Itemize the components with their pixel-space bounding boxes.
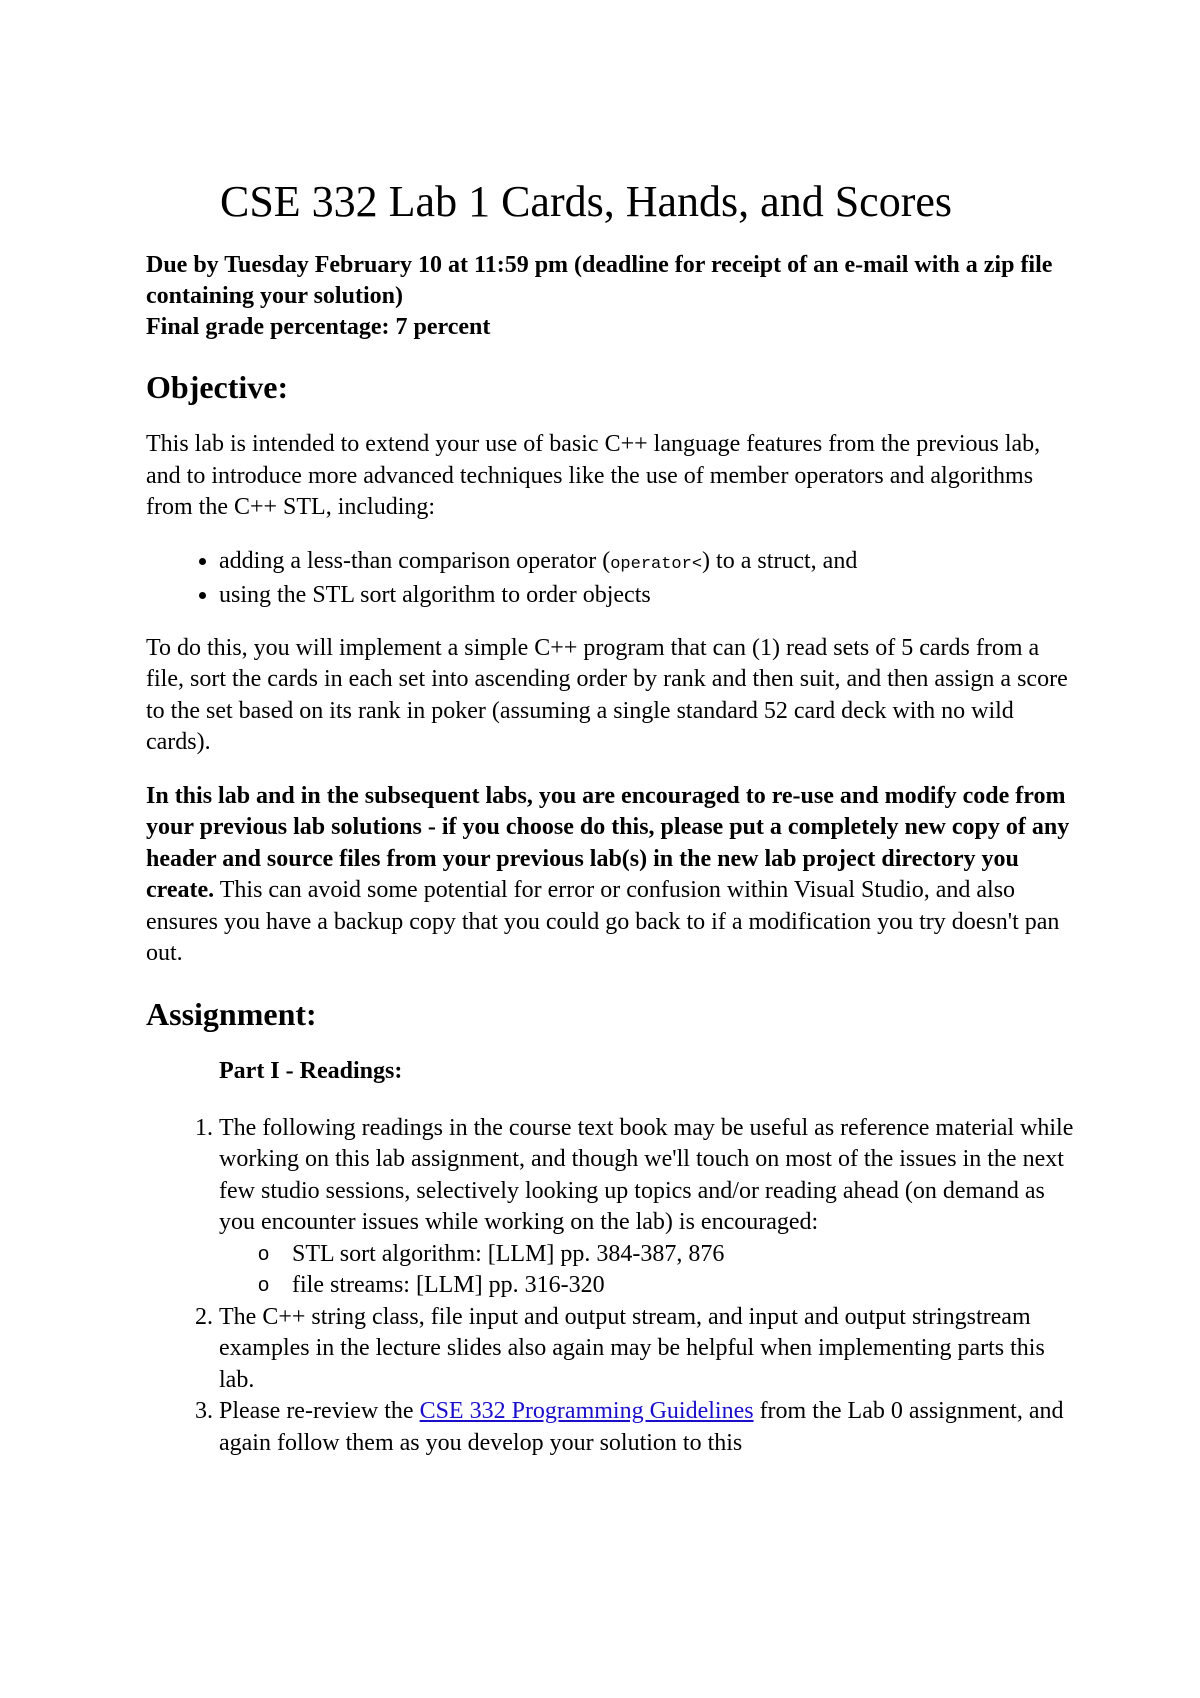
part1-heading: Part I - Readings: [219,1057,403,1084]
readings-list [146,1113,1076,1460]
sub-item-text: STL sort algorithm: [LLM] pp. 384-387, 876 [292,1240,725,1267]
list-item [219,546,1076,580]
objective-intro: This lab is intended to extend your use of basic C++ language features from the previous lab, and to introduce more advanced techniques like the use of member operators and algorithms from the C++ STL, including: [146,431,1041,520]
circle-bullet-icon: o [258,1242,270,1265]
bullet1-text-after: ) to a struct, and [702,547,858,574]
reuse-paragraph [146,781,1076,970]
assignment-heading: Assignment: [146,995,317,1032]
item3-text-after: from the Lab 0 assignment, and again follow them as you develop your solution to this [219,1398,1064,1456]
readings-item-text: The following readings in the course text book may be useful as reference material while working on this lab assignment, and though we'll touch on most of the issues in the next few studio sessions, selectively looking up topics and/or reading ahead (on demand as you encounter issues while working on the lab) is encouraged: [219,1114,1074,1235]
reuse-bold-text: In this lab and in the subsequent labs, you are encouraged to re-use and modify code from your previous lab solutions - if you choose do this, please put a completely new copy of any header and source files from your previous lab(s) in the new lab project directory you create. [146,782,1070,903]
list-item [219,1396,1076,1459]
objective-bullet-list [146,546,1076,611]
objective-heading: Objective: [146,369,289,405]
list-item: • using the STL sort algorithm to order objects [219,580,1076,611]
list-item: 2. The C++ string class, file input and output stream, and input and output stringstream examples in the lecture slides also again may be helpful when implementing parts this lab. [219,1302,1076,1397]
due-info [146,250,1076,343]
circle-bullet-icon: o [258,1274,270,1296]
list-item [219,1113,1076,1302]
operator-code: operator< [610,554,703,574]
document-page [146,176,1076,1459]
due-date-line: Due by Tuesday February 10 at 11:59 pm (deadline for receipt of an e-mail with a zip file containing your solution) [146,252,1053,309]
sub-item-text: file streams: [LLM] pp. 316-320 [292,1272,605,1298]
grade-percentage-line: Final grade percentage: 7 percent [146,314,491,340]
programming-guidelines-link[interactable]: CSE 332 Programming Guidelines [419,1398,754,1424]
item3-text-before: Please re-review the [219,1398,420,1424]
readings-sub-list [219,1239,1076,1302]
list-item [258,1239,1076,1271]
page-title: CSE 332 Lab 1 Cards, Hands, and Scores [219,177,952,226]
bullet1-text-before: adding a less-than comparison operator ( [219,547,611,574]
reuse-normal-text: This can avoid some potential for error or confusion within Visual Studio, and also ensures you have a backup copy that you could go back to if a modification you try doesn't pan out. [146,877,1060,966]
list-item [258,1270,1076,1302]
todo-paragraph: To do this, you will implement a simple C++ program that can (1) read sets of 5 cards from a file, sort the cards in each set into ascending order by rank and then suit, and then assign a score to the set based on its rank in poker (assuming a single standard 52 card deck with no wild cards). [146,634,1068,755]
